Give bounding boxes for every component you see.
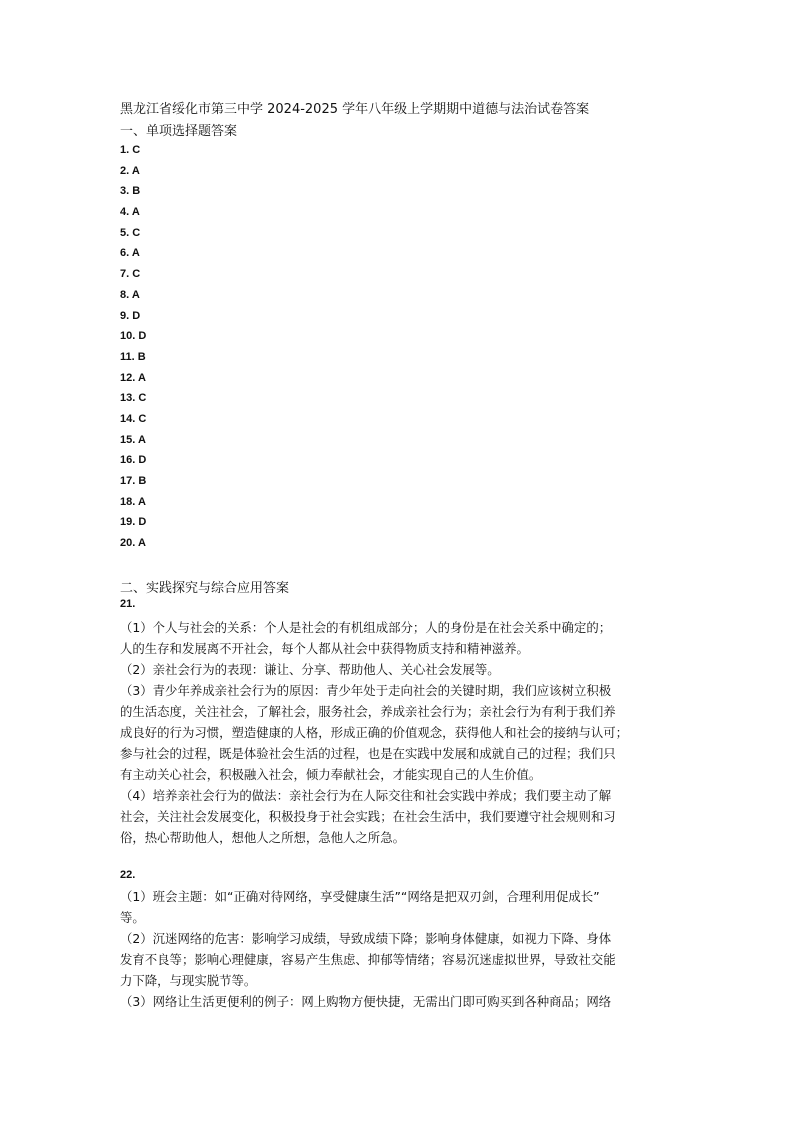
answer-item: 12. A bbox=[120, 371, 146, 384]
answer-line: 的生活态度，关注社会，了解社会，服务社会，养成亲社会行为；亲社会行为有利于我们养 bbox=[120, 704, 616, 719]
answer-item: 6. A bbox=[120, 247, 140, 260]
answer-item: 9. D bbox=[120, 309, 141, 322]
answer-item: 14. C bbox=[120, 412, 147, 425]
answer-line: 发育不良等；影响心理健康，容易产生焦虑、抑郁等情绪；容易沉迷虚拟世界，导致社交能 bbox=[120, 952, 616, 967]
answer-item: 15. A bbox=[120, 433, 146, 446]
answer-item: 17. B bbox=[120, 475, 147, 487]
answer-21-text bbox=[120, 617, 680, 848]
answer-item: 11. B bbox=[120, 350, 146, 363]
answer-item: 8. A bbox=[120, 288, 140, 301]
question-number-21: 21. bbox=[120, 598, 136, 610]
answer-item: 16. D bbox=[120, 454, 147, 467]
answer-line: 力下降，与现实脱节等。 bbox=[120, 973, 257, 988]
answer-item: 1. C bbox=[120, 144, 141, 156]
answer-item: 4. A bbox=[120, 206, 140, 219]
answer-list bbox=[120, 140, 146, 554]
section-heading-single-choice: 一、单项选择题答案 bbox=[120, 124, 238, 139]
answer-item: 18. A bbox=[120, 495, 146, 508]
answer-line: （4）培养亲社会行为的做法：亲社会行为在人际交往和社会实践中养成；我们要主动了解 bbox=[120, 788, 612, 803]
answer-item: 10. D bbox=[120, 330, 147, 343]
document-title: 黑龙江省绥化市第三中学 2024-2025 学年八年级上学期期中道德与法治试卷答案 bbox=[120, 102, 590, 117]
answer-line: （2）沉迷网络的危害：影响学习成绩，导致成绩下降；影响身体健康，如视力下降、身体 bbox=[120, 931, 612, 946]
answer-line: （2）亲社会行为的表现：谦让、分享、帮助他人、关心社会发展等。 bbox=[120, 662, 500, 677]
answer-line: （3）网络让生活更便利的例子：网上购物方便快捷，无需出门即可购买到各种商品；网络 bbox=[120, 994, 612, 1009]
answer-item: 7. C bbox=[120, 268, 141, 281]
answer-line: 人的生存和发展离不开社会，每个人都从社会中获得物质支持和精神滋养。 bbox=[120, 641, 529, 656]
answer-item: 5. C bbox=[120, 226, 141, 239]
answer-line: （1）班会主题：如“正确对待网络，享受健康生活”“网络是把双刃剑，合理利用促成长” bbox=[120, 889, 600, 904]
answer-line: 社会，关注社会发展变化，积极投身于社会实践；在社会生活中，我们要遵守社会规则和习 bbox=[120, 809, 616, 824]
answer-item: 13. C bbox=[120, 392, 147, 405]
answer-line: 等。 bbox=[120, 910, 145, 925]
answer-22-text bbox=[120, 886, 680, 1012]
answer-item: 19. D bbox=[120, 516, 147, 529]
answer-line: 有主动关心社会，积极融入社会，倾力奉献社会，才能实现自己的人生价值。 bbox=[120, 767, 542, 782]
answer-line: （3）青少年养成亲社会行为的原因：青少年处于走向社会的关键时期，我们应该树立积极 bbox=[120, 683, 612, 698]
section-heading-practice: 二、实践探究与综合应用答案 bbox=[120, 581, 290, 596]
question-number-22: 22. bbox=[120, 869, 136, 881]
answer-line: （1）个人与社会的关系：个人是社会的有机组成部分；人的身份是在社会关系中确定的； bbox=[120, 620, 612, 635]
answer-item: 2. A bbox=[120, 164, 140, 177]
answer-item: 3. B bbox=[120, 185, 141, 198]
answer-line: 俗，热心帮助他人，想他人之所想，急他人之所急。 bbox=[120, 830, 405, 845]
answer-item: 20. A bbox=[120, 537, 146, 550]
answer-line: 成良好的行为习惯，塑造健康的人格，形成正确的价值观念，获得他人和社会的接纳与认可； bbox=[120, 725, 629, 740]
answer-line: 参与社会的过程，既是体验社会生活的过程，也是在实践中发展和成就自己的过程；我们只 bbox=[120, 746, 616, 761]
